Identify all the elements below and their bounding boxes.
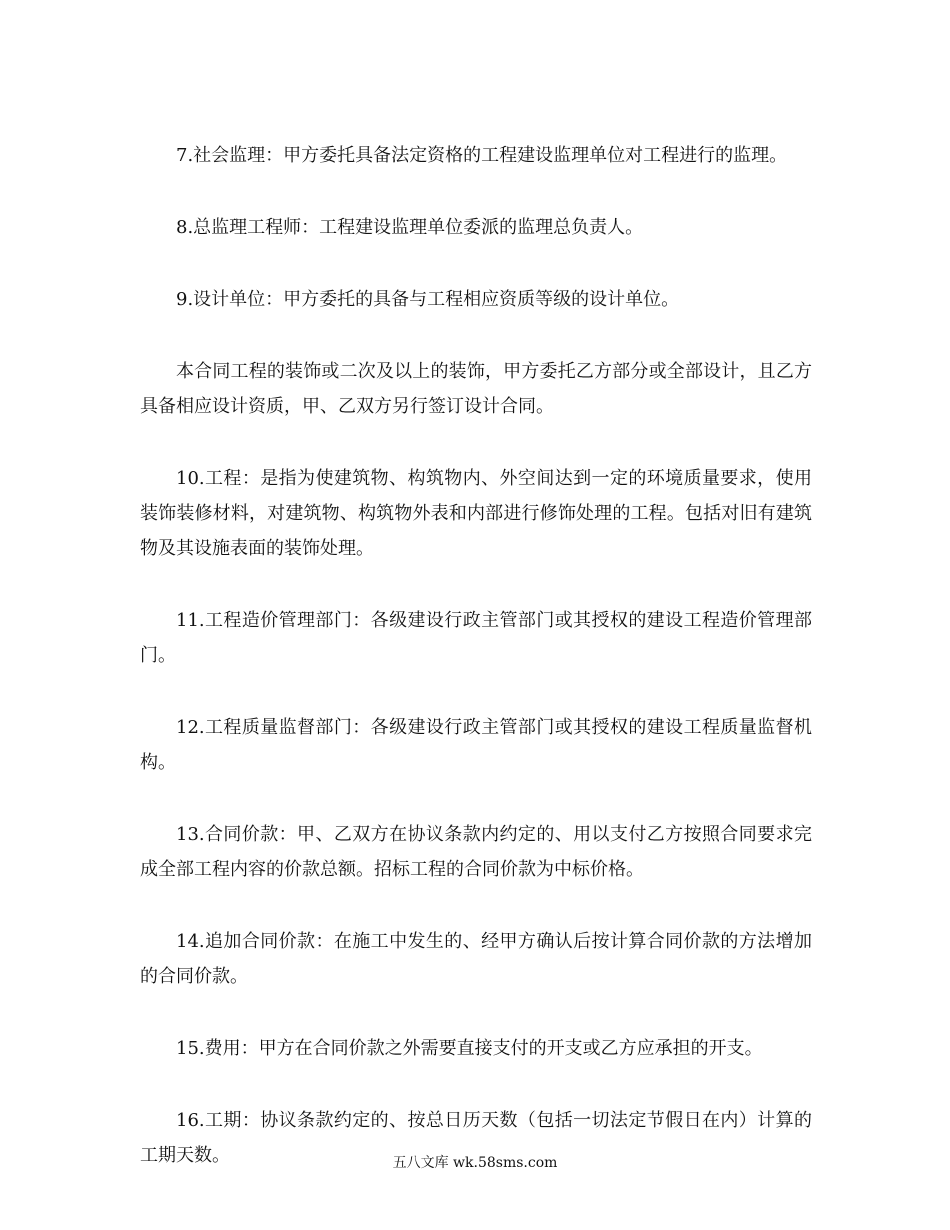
- document-body: [140, 138, 812, 1210]
- clause-15-expenses: 15.费用：甲方在合同价款之外需要直接支付的开支或乙方应承担的开支。: [176, 1038, 763, 1059]
- clause-10-project: 10.工程：是指为使建筑物、构筑物内、外空间达到一定的环境质量要求，使用装饰装修材料，对建筑物、构筑物外表和内部进行修饰处理的工程。包括对旧有建筑物及其设施表面的装饰处理。: [140, 468, 812, 559]
- clause-8-chief-supervisor: 8.总监理工程师：工程建设监理单位委派的监理总负责人。: [176, 217, 644, 238]
- clause-14-additional-price: 14.追加合同价款：在施工中发生的、经甲方确认后按计算合同价款的方法增加的合同价款。: [140, 931, 812, 987]
- clause-12-quality-supervision: 12.工程质量监督部门：各级建设行政主管部门或其授权的建设工程质量监督机构。: [140, 717, 812, 773]
- clause-7-social-supervision: 7.社会监理：甲方委托具备法定资格的工程建设监理单位对工程进行的监理。: [176, 145, 788, 166]
- page-footer-watermark: 五八文库 wk.58sms.com: [392, 1155, 558, 1171]
- clause-16-duration: 16.工期：协议条款约定的、按总日历天数（包括一切法定节假日在内）计算的工期天数。: [140, 1110, 812, 1166]
- clause-11-cost-management: 11.工程造价管理部门：各级建设行政主管部门或其授权的建设工程造价管理部门。: [140, 610, 812, 666]
- design-contract-note: 本合同工程的装饰或二次及以上的装饰，甲方委托乙方部分或全部设计，且乙方具备相应设计资质，甲、乙双方另行签订设计合同。: [140, 361, 812, 417]
- clause-13-contract-price: 13.合同价款：甲、乙双方在协议条款内约定的、用以支付乙方按照合同要求完成全部工程内容的价款总额。招标工程的合同价款为中标价格。: [140, 824, 812, 880]
- clause-9-design-unit: 9.设计单位：甲方委托的具备与工程相应资质等级的设计单位。: [176, 289, 680, 310]
